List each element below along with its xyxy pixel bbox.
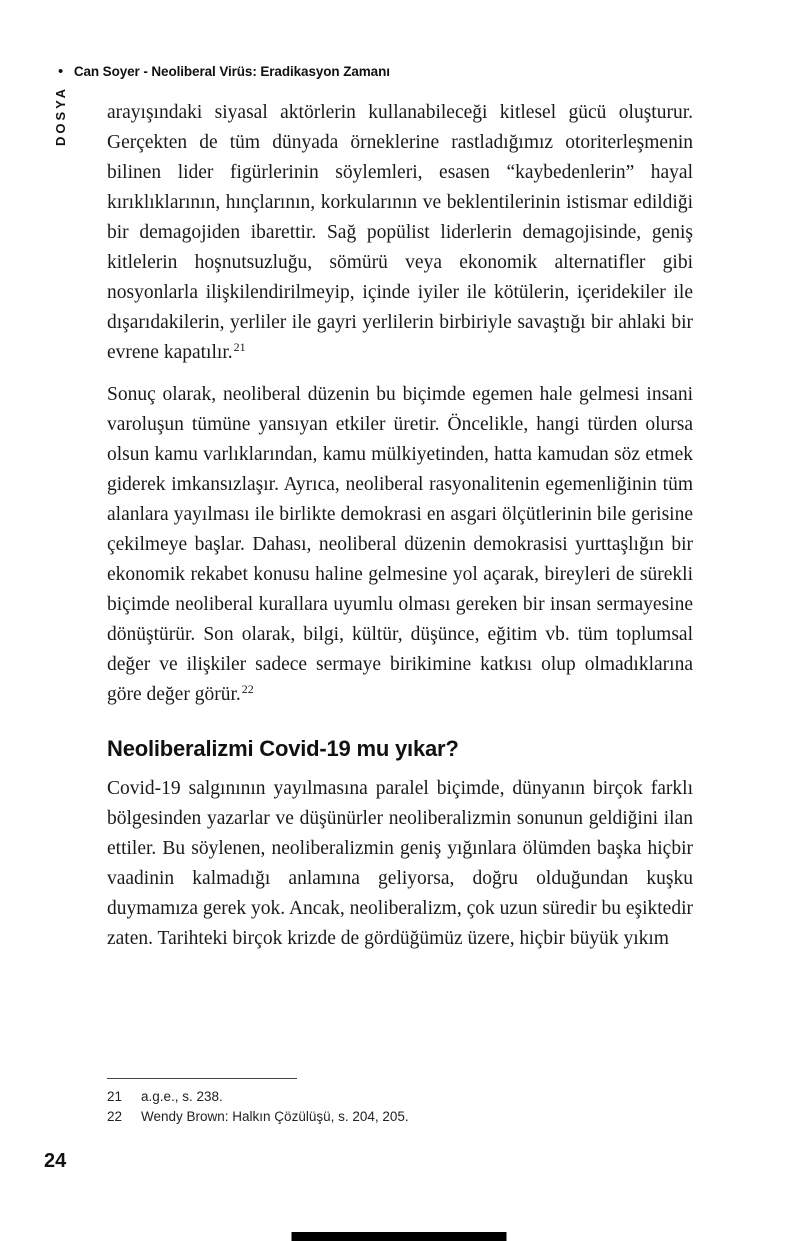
footnote-number: 21: [107, 1089, 123, 1104]
paragraph-text: Sonuç olarak, neoliberal düzenin bu biçimde egemen hale gelmesi insani varoluşun tümüne yansıyan etkiler üretir. Öncelikle, hangi türden olursa olsun kamu varlıklarından, kamu mülkiyetinden, hatta kamudan söz etmek giderek imkansızlaşır. Ayrıca, neoliberal rasyonalitenin egemenliğinin tüm alanlara yayılması ile birlikte demokrasi en asgari ölçütlerinin bile gerisine çekilmeye başlar. Dahası, neoliberal düzenin demokrasisi yurttaşlığın bir ekonomik rekabet konusu haline gelmesine yol açarak, bireyleri de sürekli biçimde neoliberal kurallara uyumlu olması gereken bir insan sermayesine dönüştürür. Son olarak, bilgi, kültür, düşünce, eğitim vb. tüm toplumsal değer ve ilişkiler sadece sermaye birikimine katkısı olup olmadıklarına göre değer görür.: [107, 384, 693, 705]
paragraph-text: Covid-19 salgınının yayılmasına paralel biçimde, dünyanın birçok farklı bölgesinden yazarlar ve düşünürler neoliberalizmin sonunun geldiğini ilan ettiler. Bu söylenen, neoliberalizmin geniş yığınlara ölümden başka hiçbir vaadinin kalmadığı anlamına geliyorsa, doğru olduğundan kuşku duymamıza gerek yok. Ancak, neoliberalizm, çok uzun süredir bu eşiktedir zaten. Tarihteki birçok krizde de gördüğümüz üzere, hiçbir büyük yıkım: [107, 778, 693, 949]
paragraph-text: arayışındaki siyasal aktörlerin kullanabileceği kitlesel gücü oluşturur. Gerçekten de tüm dünyada örneklerine rastladığımız otoriterleşmenin bilinen lider figürlerinin söylemleri, esasen “kaybedenlerin” hayal kırıklıklarının, hınçlarının, korkularının ve beklentilerinin istismar edildiği bir demagojiden ibarettir. Sağ popülist liderlerin demagojisinde, geniş kitlelerin hoşnutsuzluğu, sömürü veya ekonomik alternatifler gibi nosyonlarla ilişkilendirilmeyip, içinde iyiler ile kötülerin, içeridekiler ile dışarıdakilerin, yerliler ile gayri yerlilerin birbiriyle savaştığı bir ahlaki bir evrene kapatılır.: [107, 102, 693, 363]
footnote-21: [107, 1087, 693, 1107]
body-paragraph-3: [107, 774, 693, 954]
running-header: [58, 63, 390, 80]
section-heading: Neoliberalizmi Covid-19 mu yıkar?: [107, 736, 459, 761]
body-paragraph-2: [107, 380, 693, 710]
footnote-separator-rule: [107, 1078, 297, 1079]
section-label-dosya: DOSYA: [53, 86, 68, 147]
header-book-title: Neoliberal Virüs: Eradikasyon Zamanı: [151, 64, 390, 79]
footnotes-block: [107, 1078, 693, 1127]
bottom-scan-bar: [292, 1232, 507, 1241]
footnote-text: Wendy Brown: Halkın Çözülüşü, s. 204, 205.: [141, 1109, 409, 1124]
footnote-number: 22: [107, 1109, 123, 1124]
header-bullet-icon: •: [58, 63, 64, 80]
body-paragraph-1: [107, 98, 693, 368]
footnote-ref-22: 22: [241, 681, 254, 696]
body-text-block: [107, 98, 693, 954]
footnote-22: [107, 1107, 693, 1127]
footnote-ref-21: 21: [233, 339, 246, 354]
header-author: Can Soyer -: [73, 64, 148, 79]
footnote-text: a.g.e., s. 238.: [141, 1089, 223, 1104]
page-number: 24: [44, 1150, 67, 1172]
